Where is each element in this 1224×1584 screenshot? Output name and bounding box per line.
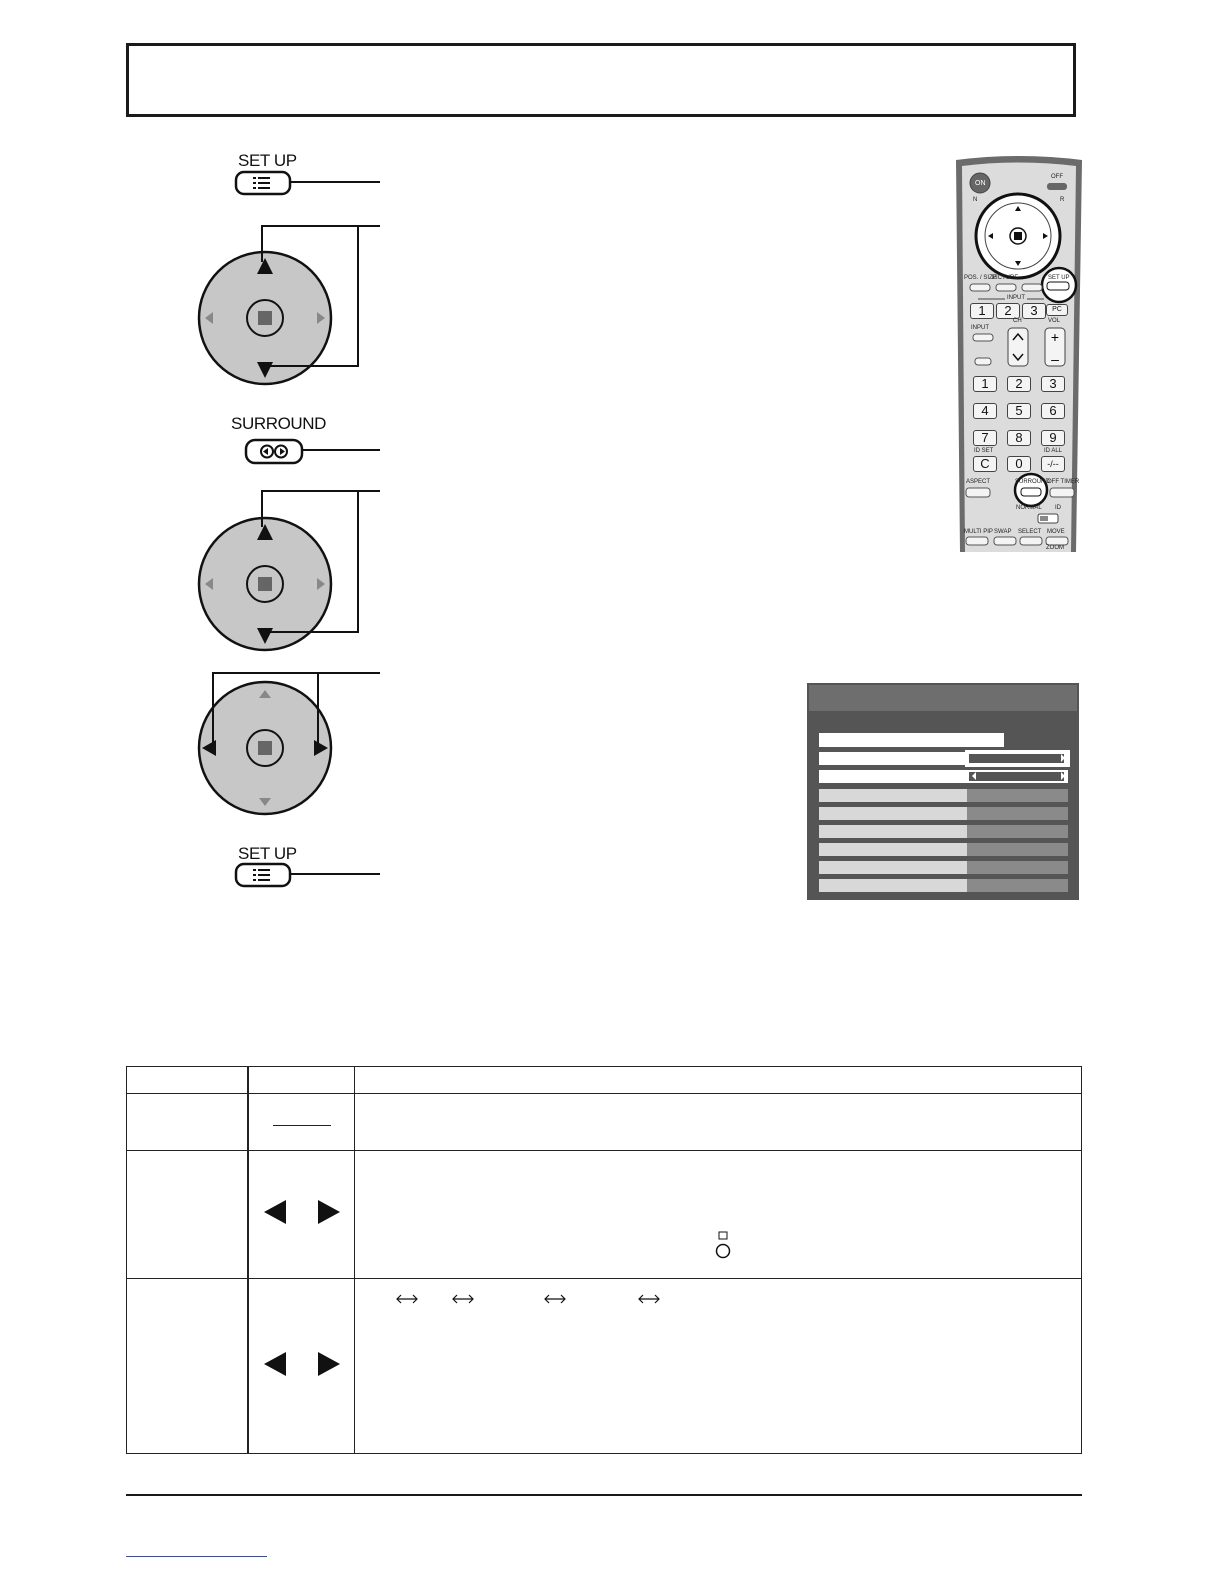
osd-row-7 xyxy=(819,861,1072,874)
remote-off-timer-label: OFF TIMER xyxy=(1047,479,1080,485)
remote-input-1: 1 xyxy=(970,303,994,319)
bidirectional-arrow-icon xyxy=(545,1295,565,1303)
remote-num-7: 7 xyxy=(973,430,997,446)
remote-aspect-label: ASPECT xyxy=(966,479,991,485)
remote-input-3: 3 xyxy=(1022,303,1046,319)
remote-num-6: 6 xyxy=(1041,403,1065,419)
remote-surround-label: SURROUND xyxy=(1015,479,1050,485)
remote-pc-button: PC xyxy=(1046,304,1068,316)
table-cell xyxy=(248,1279,355,1454)
function-table xyxy=(126,1066,1082,1454)
remote-num-9: 9 xyxy=(1041,430,1065,446)
bidirectional-arrow-icon xyxy=(397,1295,417,1303)
remote-swap-label: SWAP xyxy=(994,529,1012,535)
remote-input-group-label: INPUT xyxy=(1007,295,1025,301)
remote-num-5: 5 xyxy=(1007,403,1031,419)
table-cell xyxy=(248,1151,355,1279)
table-row xyxy=(127,1094,1082,1151)
osd-row-2 xyxy=(819,770,1072,783)
svg-text:–: – xyxy=(1051,351,1059,367)
left-arrow-icon xyxy=(264,1200,286,1224)
table-header-cell xyxy=(355,1067,1082,1094)
remote-select-label: SELECT xyxy=(1018,529,1042,535)
right-arrow-icon xyxy=(318,1200,340,1224)
left-arrow-icon xyxy=(264,1352,286,1376)
table-header-row xyxy=(127,1067,1082,1094)
remote-r-label: R xyxy=(1060,197,1065,203)
surround-key-label: SURROUND xyxy=(231,414,327,433)
bidirectional-arrow-icon xyxy=(639,1295,659,1303)
setup-key-label: SET UP xyxy=(238,151,297,170)
table-cell xyxy=(355,1094,1082,1151)
remote-num-1: 1 xyxy=(973,376,997,392)
page-link-underline[interactable] xyxy=(126,1556,267,1557)
remote-n-label: N xyxy=(973,197,978,203)
osd-row-1 xyxy=(819,752,1072,765)
left-right-arrows xyxy=(260,1198,344,1226)
right-arrow-icon xyxy=(318,1352,340,1376)
remote-multi-pip-label: MULTI PIP xyxy=(964,529,993,535)
bidirectional-arrow-icon xyxy=(453,1295,473,1303)
footer-rule xyxy=(126,1494,1082,1496)
osd-row-5 xyxy=(819,825,1072,838)
remote-control xyxy=(956,156,1082,552)
table-row xyxy=(127,1151,1082,1279)
remote-id-all-label: ID ALL xyxy=(1044,448,1063,454)
dash-line xyxy=(273,1125,331,1126)
remote-id-set-label: ID SET xyxy=(974,448,994,454)
remote-num-2: 2 xyxy=(1007,376,1031,392)
remote-move-label: MOVE xyxy=(1047,529,1065,535)
remote-input-label: INPUT xyxy=(971,325,989,331)
table-header-cell xyxy=(127,1067,249,1094)
remote-num-0: 0 xyxy=(1007,456,1031,472)
remote-picture-label: PICTURE xyxy=(992,275,1019,281)
osd-menu xyxy=(807,683,1079,900)
direction-pad-updown-2 xyxy=(196,487,386,653)
direction-pad-updown xyxy=(196,222,386,388)
osd-title-bar xyxy=(809,685,1077,711)
table-header-cell xyxy=(248,1067,355,1094)
osd-row-8 xyxy=(819,879,1072,892)
osd-row-6 xyxy=(819,843,1072,856)
remote-normal-label: NORMAL xyxy=(1016,505,1042,511)
remote-zoom-label: ZOOM xyxy=(1046,545,1064,551)
page-title-box xyxy=(126,43,1076,117)
remote-dash-button: -/-- xyxy=(1041,456,1065,472)
table-cell xyxy=(355,1279,1082,1454)
input-circle-icon xyxy=(713,1231,733,1259)
remote-off-label: OFF xyxy=(1051,174,1063,180)
setup-key-label-2: SET UP xyxy=(238,844,297,863)
direction-pad-leftright xyxy=(196,668,386,818)
svg-text:+: + xyxy=(1050,329,1060,345)
setup-button-icon xyxy=(230,168,390,198)
osd-row-4 xyxy=(819,807,1072,820)
remote-c-button: C xyxy=(973,456,997,472)
left-right-arrows xyxy=(260,1350,344,1378)
bidirectional-arrows xyxy=(393,1291,713,1307)
menu-list-icon xyxy=(253,869,270,881)
osd-header-row xyxy=(819,733,1004,747)
remote-ch-label: CH xyxy=(1013,318,1022,324)
menu-list-icon xyxy=(253,177,270,189)
table-row xyxy=(127,1279,1082,1454)
surround-button-icon xyxy=(244,437,384,467)
remote-pos-size-label: POS. / SIZE xyxy=(964,275,997,281)
remote-id-label: ID xyxy=(1055,505,1061,511)
remote-input-2: 2 xyxy=(996,303,1020,319)
setup-button-icon-2 xyxy=(230,860,390,890)
table-cell xyxy=(248,1094,355,1151)
remote-vol-label: VOL xyxy=(1048,318,1061,324)
table-cell xyxy=(355,1151,1082,1279)
table-cell xyxy=(127,1279,249,1454)
table-cell xyxy=(127,1094,249,1151)
remote-num-3: 3 xyxy=(1041,376,1065,392)
remote-num-4: 4 xyxy=(973,403,997,419)
osd-row-3 xyxy=(819,789,1072,802)
remote-num-8: 8 xyxy=(1007,430,1031,446)
table-cell xyxy=(127,1151,249,1279)
remote-on-label: ON xyxy=(975,180,986,187)
remote-setup-label: SET UP xyxy=(1048,275,1070,281)
